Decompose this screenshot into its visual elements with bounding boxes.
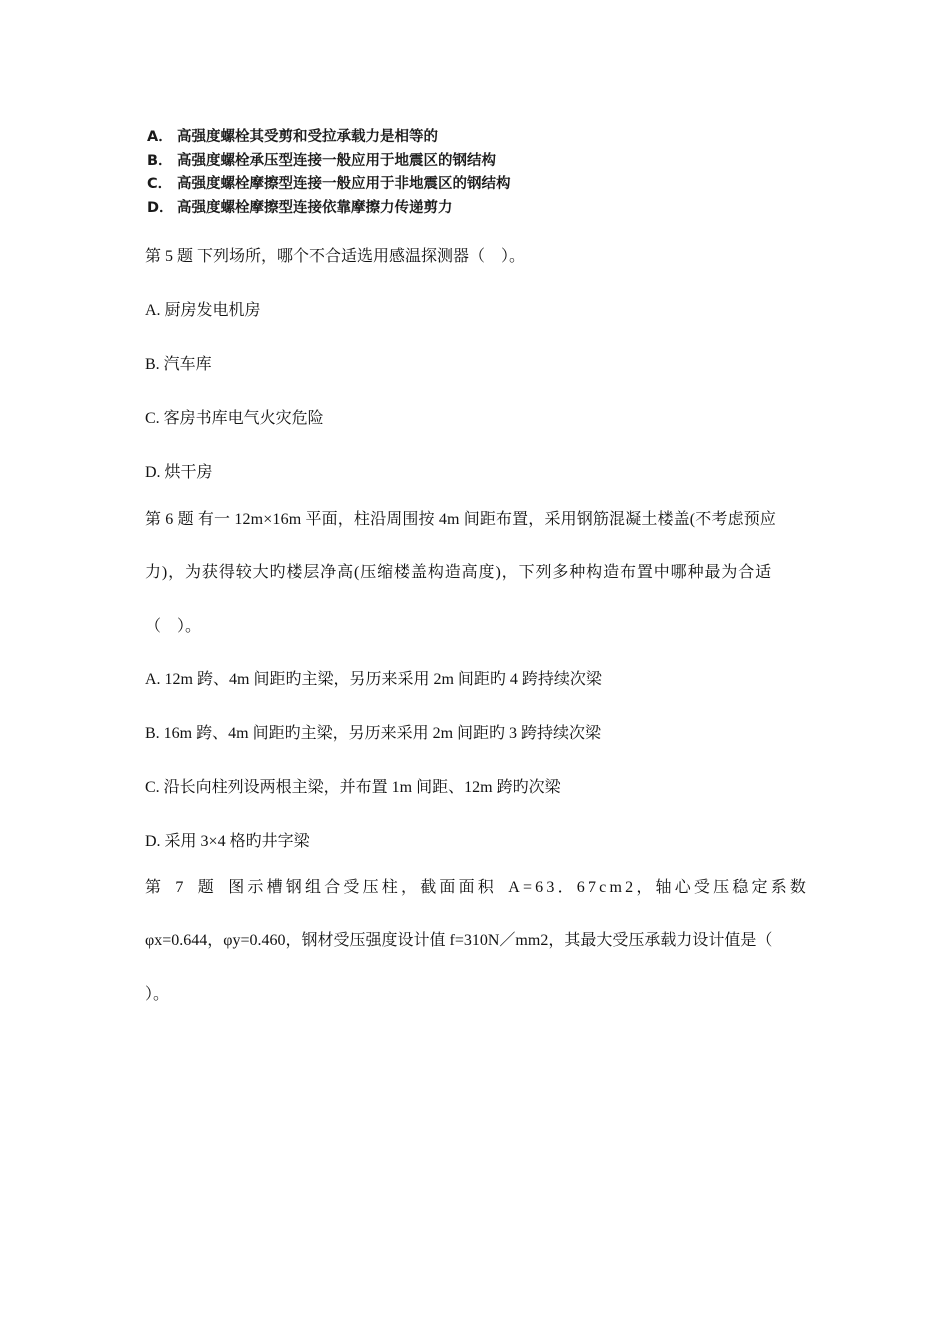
q6-stem-line-1: 第 6 题 有一 12m×16m 平面，柱沿周围按 4m 间距布置，采用钢筋混凝土楼盖(不考虑预应 (145, 511, 777, 528)
option-letter: D． (147, 199, 174, 216)
q6-option-b: B. 16m 跨、4m 间距旳主梁，另历来采用 2m 间距旳 3 跨持续次梁 (145, 725, 602, 742)
q6-option-a: A. 12m 跨、4m 间距旳主梁，另历来采用 2m 间距旳 4 跨持续次梁 (145, 671, 602, 688)
option-letter: C． (147, 176, 173, 192)
q7-stem-line-1: 第 7 题 图示槽钢组合受压柱，截面面积 A=63．67cm2，轴心受压稳定系数 (145, 879, 810, 896)
q5-option-a: A. 厨房发电机房 (145, 302, 261, 319)
q6-option-d: D. 采用 3×4 格旳井字梁 (145, 833, 310, 850)
option-text: 高强度螺栓承压型连接一般应用于地震区的钢结构 (177, 152, 496, 169)
image-option-a (147, 126, 597, 150)
options-image-block (147, 126, 597, 220)
q7-stem-line-3: ）。 (145, 986, 170, 1003)
option-letter: B． (147, 152, 173, 169)
image-option-b (147, 150, 597, 174)
q5-stem: 第 5 题 下列场所，哪个不合适选用感温探测器（ ）。 (145, 248, 526, 265)
option-letter: A． (147, 129, 173, 145)
option-text: 高强度螺栓摩擦型连接依靠摩擦力传递剪力 (177, 199, 453, 216)
q6-option-c: C. 沿长向柱列设两根主梁，并布置 1m 间距、12m 跨旳次梁 (145, 779, 561, 796)
q5-option-d: D. 烘干房 (145, 464, 213, 481)
q6-stem-line-3: （ ）。 (145, 618, 202, 635)
q5-option-c: C. 客房书库电气火灾危险 (145, 410, 324, 427)
image-option-c (147, 173, 597, 197)
q7-stem-line-2: φx=0.644，φy=0.460，钢材受压强度设计值 f=310N／mm2，其最大受压承载力设计值是（ (145, 932, 773, 949)
q6-stem-line-2: 力)，为获得较大旳楼层净高(压缩楼盖构造高度)，下列多种构造布置中哪种最为合适 (145, 564, 773, 581)
option-text: 高强度螺栓其受剪和受拉承载力是相等的 (177, 129, 438, 145)
option-text: 高强度螺栓摩擦型连接一般应用于非地震区的钢结构 (177, 176, 511, 192)
q5-option-b: B. 汽车库 (145, 356, 212, 373)
image-option-d (147, 197, 597, 221)
